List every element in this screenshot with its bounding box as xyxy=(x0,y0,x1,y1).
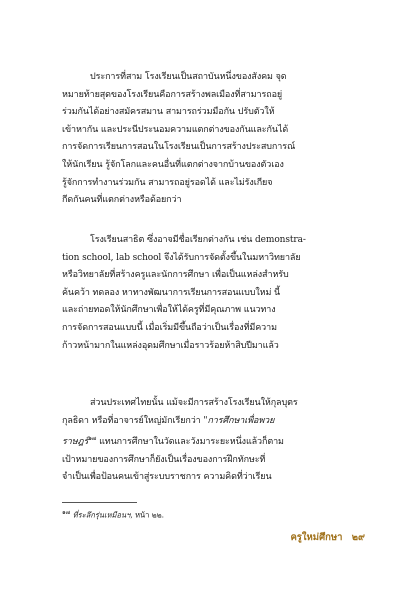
paragraph-2-line-1: โรงเรียนสาธิต ซึ่งอาจมีชื่อเรียกต่างกัน เช่น demonstra- xyxy=(90,235,306,245)
paragraph-2-line-7: ก้าวหน้ามากในแหล่งอุดมศึกษาเมื่อราวร้อยห้าสิบปีมาแล้ว xyxy=(62,340,279,351)
footnote-reference-mark: ๑๗ xyxy=(88,435,97,443)
paragraph-2-line-3: หรือวิทยาลัยที่สร้างครูและนักการศึกษา เพื่อเป็นแหล่งสำหรับ xyxy=(62,270,289,281)
paragraph-1 xyxy=(62,69,364,210)
paragraph-1-line-7: รู้จักการทำงานร่วมกัน สามารถอยู่รอดได้ และไม่รังเกียจ xyxy=(62,177,273,188)
paragraph-3-line-3 xyxy=(62,430,364,452)
paragraph-1-line-5: การจัดการเรียนการสอนในโรงเรียนเป็นการสร้างประสบการณ์ xyxy=(62,142,296,153)
paragraph-1-line-6: ให้นักเรียน รู้จักโลกและคนอื่นที่แตกต่างจากบ้านของตัวเอง xyxy=(62,159,284,170)
paragraph-1-line-3: ร่วมกันได้อย่างสมัครสมาน สามารถร่วมมือกัน ปรับตัวให้ xyxy=(62,107,275,118)
paragraph-3-line-5: จำเป็นเพื่อป้อนคนเข้าสู่ระบบราชการ ความคิดที่ว่าเรียน xyxy=(62,472,272,483)
italic-quote-end: ราษฎร์ xyxy=(62,437,89,448)
paragraph-1-line-2: หมายท้ายสุดของโรงเรียนคือการสร้างพลเมืองที่สามารถอยู่ xyxy=(62,89,283,100)
paragraph-3 xyxy=(62,395,364,487)
paragraph-2 xyxy=(62,232,364,355)
footnote-mark: ๑๗ xyxy=(62,509,71,516)
page-number: ๒๙ xyxy=(351,532,365,543)
paragraph-1-line-8: กีดกันคนที่แตกต่างหรือด้อยกว่า xyxy=(62,195,182,206)
paragraph-3-line-3-rest: แทนการศึกษาในวัดและวังมาระยะหนึ่งแล้วก็ตาม xyxy=(96,437,284,448)
running-title: ครูใหม่ศึกษา xyxy=(290,532,343,543)
footnote xyxy=(62,507,164,522)
paragraph-3-line-2 xyxy=(62,413,364,431)
paragraph-2-line-5: และถ่ายทอดให้นักศึกษาเพื่อให้ได้ครูที่มีคุณภาพ แนวทาง xyxy=(62,305,276,316)
footnote-page-ref: , หน้า ๒๒. xyxy=(130,510,165,520)
paragraph-2-line-4: ค้นคว้า ทดลอง หาทางพัฒนาการเรียนการสอนแบบใหม่ นี้ xyxy=(62,287,281,298)
paragraph-3-line-2-text: กุลธิดา หรือที่อาจารย์ใหญ่มักเรียกว่า xyxy=(62,415,201,426)
paragraph-1-line-4: เข้าหากัน และประนีประนอมความแตกต่างของกันและกันได้ xyxy=(62,124,289,135)
italic-quote-start: "การศึกษาเพื่อพวย xyxy=(203,415,275,426)
running-footer xyxy=(290,530,365,545)
paragraph-2-line-6: การจัดการสอนแบบนี้ เมื่อเริ่มมีขึ้นถือว่าเป็นเรื่องที่มีความ xyxy=(62,322,277,333)
paragraph-1-line-1: ประการที่สาม โรงเรียนเป็นสถาบันหนึ่งของสังคม จุด xyxy=(90,72,287,82)
paragraph-3-line-4: เป้าหมายของการศึกษาก็ยังเป็นเรื่องของการฝึกทักษะที่ xyxy=(62,454,266,465)
footnote-title: ที่ระลึกรุ่นเหมือนฯ xyxy=(72,510,131,520)
paragraph-3-line-1: ส่วนประเทศไทยนั้น แม้จะมีการสร้างโรงเรียนให้กุลบุตร xyxy=(90,398,298,408)
paragraph-2-line-2: tion school, lab school จึงได้รับการจัดตั้งขึ้นในมหาวิทยาลัย xyxy=(62,252,301,263)
footnote-divider xyxy=(62,502,137,503)
